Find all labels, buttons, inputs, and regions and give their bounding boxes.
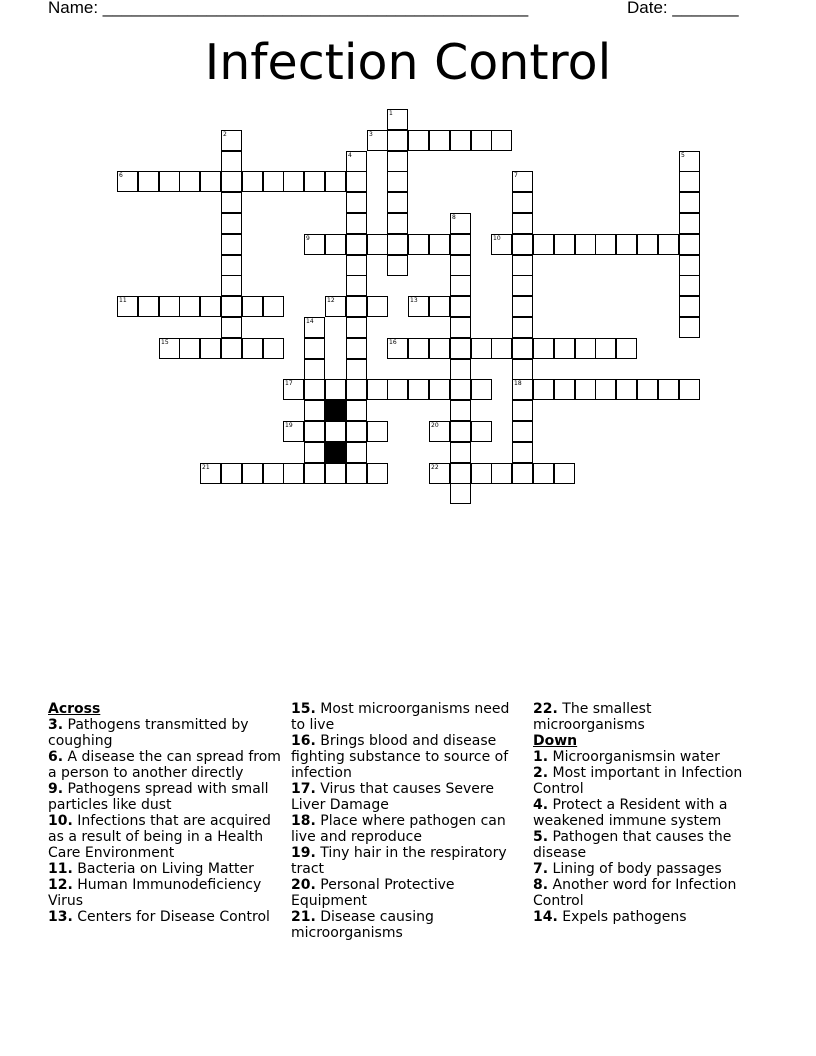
grid-cell[interactable] (283, 171, 304, 192)
grid-cell[interactable] (346, 151, 367, 172)
grid-cell[interactable] (491, 338, 512, 359)
clue-item: 20. Personal Protective Equipment (291, 877, 455, 909)
grid-cell[interactable] (512, 234, 533, 255)
clue-number-label: 1. (533, 749, 549, 765)
grid-cell[interactable] (221, 296, 242, 317)
grid-cell[interactable] (450, 442, 471, 463)
clue-item: 3. Pathogens transmitted by coughing (48, 717, 249, 749)
grid-cell[interactable] (304, 338, 325, 359)
grid-cell[interactable] (159, 296, 180, 317)
grid-cell[interactable] (408, 130, 429, 151)
grid-cell[interactable] (679, 171, 700, 192)
grid-cell[interactable] (221, 255, 242, 276)
name-field[interactable]: Name: _____________________________________________ (48, 0, 529, 17)
grid-cell[interactable] (408, 338, 429, 359)
clue-number-label: 5. (533, 829, 549, 845)
grid-cell[interactable] (304, 171, 325, 192)
clue-number: 19 (285, 422, 293, 429)
grid-cell[interactable] (471, 338, 492, 359)
crossword-grid (0, 0, 816, 520)
grid-cell[interactable] (575, 338, 596, 359)
clue-number: 14 (306, 318, 314, 325)
grid-cell[interactable] (304, 317, 325, 338)
grid-cell[interactable] (367, 421, 388, 442)
grid-cell[interactable] (221, 213, 242, 234)
grid-cell[interactable] (221, 151, 242, 172)
grid-cell[interactable] (304, 463, 325, 484)
grid-cell[interactable] (304, 234, 325, 255)
clue-item: 13. Centers for Disease Control (48, 909, 270, 925)
grid-cell[interactable] (533, 338, 554, 359)
grid-cell[interactable] (200, 171, 221, 192)
clue-number-label: 4. (533, 797, 549, 813)
clue-number-label: 19. (291, 845, 316, 861)
clue-number-label: 6. (48, 749, 64, 765)
grid-cell[interactable] (346, 379, 367, 400)
down-clue-list (533, 749, 763, 925)
clue-number-label: 9. (48, 781, 64, 797)
grid-cell[interactable] (367, 130, 388, 151)
clue-item: 11. Bacteria on Living Matter (48, 861, 254, 877)
grid-cell[interactable] (450, 213, 471, 234)
grid-cell[interactable] (221, 130, 242, 151)
grid-cell[interactable] (450, 234, 471, 255)
grid-cell[interactable] (387, 192, 408, 213)
grid-cell[interactable] (387, 255, 408, 276)
grid-cell[interactable] (346, 255, 367, 276)
clue-item: 19. Tiny hair in the respiratory tract (291, 845, 507, 877)
grid-cell[interactable] (658, 379, 679, 400)
clue-number: 11 (119, 297, 127, 304)
grid-cell[interactable] (263, 296, 284, 317)
grid-cell[interactable] (533, 379, 554, 400)
clue-item: 6. A disease the can spread from a person to another directly (48, 749, 281, 781)
grid-cell[interactable] (450, 483, 471, 504)
down-heading: Down (533, 733, 578, 749)
grid-cell[interactable] (429, 379, 450, 400)
clue-item: 4. Protect a Resident with a weakened immune system (533, 797, 728, 829)
across-heading: Across (48, 701, 101, 717)
grid-cell[interactable] (346, 400, 367, 421)
grid-cell[interactable] (512, 338, 533, 359)
clue-number: 13 (410, 297, 418, 304)
grid-cell[interactable] (159, 171, 180, 192)
grid-cell[interactable] (512, 296, 533, 317)
grid-cell[interactable] (304, 400, 325, 421)
clue-number-label: 20. (291, 877, 316, 893)
grid-cell[interactable] (512, 213, 533, 234)
grid-cell[interactable] (221, 234, 242, 255)
grid-cell[interactable] (200, 296, 221, 317)
grid-cell[interactable] (138, 296, 159, 317)
clue-number: 5 (681, 152, 685, 159)
grid-cell[interactable] (491, 130, 512, 151)
clue-number: 4 (348, 152, 352, 159)
clues-column-2 (291, 701, 519, 941)
grid-cell[interactable] (387, 234, 408, 255)
grid-cell[interactable] (346, 463, 367, 484)
grid-cell[interactable] (387, 171, 408, 192)
grid-cell[interactable] (367, 463, 388, 484)
grid-cell[interactable] (554, 379, 575, 400)
clue-number: 12 (327, 297, 335, 304)
clue-number: 1 (389, 110, 393, 117)
grid-cell[interactable] (575, 234, 596, 255)
grid-cell[interactable] (263, 171, 284, 192)
clue-number: 8 (452, 214, 456, 221)
across-clue-list (48, 717, 284, 925)
grid-cell[interactable] (450, 421, 471, 442)
grid-cell[interactable] (346, 421, 367, 442)
clue-number-label: 18. (291, 813, 316, 829)
grid-cell[interactable] (221, 171, 242, 192)
clue-number: 2 (223, 131, 227, 138)
clue-item: 10. Infections that are acquired as a result of being in a Health Care Environment (48, 813, 271, 861)
clue-number: 7 (514, 172, 518, 179)
grid-cell[interactable] (575, 379, 596, 400)
grid-cell[interactable] (450, 317, 471, 338)
grid-cell[interactable] (346, 442, 367, 463)
blocked-cell (325, 442, 346, 463)
grid-cell[interactable] (512, 255, 533, 276)
clue-number-label: 14. (533, 909, 558, 925)
grid-cell[interactable] (221, 317, 242, 338)
grid-cell[interactable] (242, 171, 263, 192)
grid-cell[interactable] (408, 296, 429, 317)
grid-cell[interactable] (429, 234, 450, 255)
grid-cell[interactable] (304, 359, 325, 380)
clue-number-label: 2. (533, 765, 549, 781)
clue-item: 22. The smallest microorganisms (533, 701, 652, 733)
clue-item: 16. Brings blood and disease fighting substance to source of infection (291, 733, 509, 781)
grid-cell[interactable] (283, 379, 304, 400)
clue-number-label: 7. (533, 861, 549, 877)
grid-cell[interactable] (471, 421, 492, 442)
clue-item: 9. Pathogens spread with small particles like dust (48, 781, 269, 813)
clue-number: 3 (369, 131, 373, 138)
grid-cell[interactable] (138, 171, 159, 192)
clue-number-label: 8. (533, 877, 549, 893)
clue-number: 18 (514, 380, 522, 387)
grid-cell[interactable] (346, 275, 367, 296)
clue-number-label: 17. (291, 781, 316, 797)
grid-cell[interactable] (512, 171, 533, 192)
grid-cell[interactable] (450, 359, 471, 380)
grid-cell[interactable] (471, 130, 492, 151)
clue-number: 9 (306, 235, 310, 242)
grid-cell[interactable] (679, 275, 700, 296)
grid-cell[interactable] (595, 338, 616, 359)
grid-cell[interactable] (179, 296, 200, 317)
grid-cell[interactable] (325, 296, 346, 317)
grid-cell[interactable] (179, 171, 200, 192)
clues-column-3 (533, 701, 763, 925)
page-title: Infection Control (204, 34, 612, 91)
grid-cell[interactable] (512, 275, 533, 296)
clue-number-label: 21. (291, 909, 316, 925)
grid-cell[interactable] (429, 463, 450, 484)
clues-column-1 (48, 701, 284, 925)
grid-cell[interactable] (346, 213, 367, 234)
clue-number-label: 22. (533, 701, 558, 717)
grid-cell[interactable] (450, 400, 471, 421)
grid-cell[interactable] (450, 338, 471, 359)
grid-cell[interactable] (679, 213, 700, 234)
clue-item: 12. Human Immunodeficiency Virus (48, 877, 262, 909)
grid-cell[interactable] (387, 379, 408, 400)
grid-cell[interactable] (658, 234, 679, 255)
grid-cell[interactable] (450, 463, 471, 484)
grid-cell[interactable] (512, 359, 533, 380)
grid-cell[interactable] (387, 109, 408, 130)
grid-cell[interactable] (679, 234, 700, 255)
grid-cell[interactable] (221, 338, 242, 359)
grid-cell[interactable] (512, 421, 533, 442)
grid-cell[interactable] (512, 317, 533, 338)
grid-cell[interactable] (179, 338, 200, 359)
grid-cell[interactable] (221, 463, 242, 484)
grid-cell[interactable] (429, 338, 450, 359)
clue-number: 6 (119, 172, 123, 179)
clue-number: 20 (431, 422, 439, 429)
grid-cell[interactable] (429, 296, 450, 317)
grid-cell[interactable] (346, 296, 367, 317)
clue-number-label: 3. (48, 717, 64, 733)
grid-cell[interactable] (554, 234, 575, 255)
grid-cell[interactable] (221, 275, 242, 296)
clue-item: 1. Microorganismsin water (533, 749, 720, 765)
grid-cell[interactable] (471, 379, 492, 400)
clue-number: 15 (161, 339, 169, 346)
grid-cell[interactable] (200, 463, 221, 484)
grid-cell[interactable] (346, 234, 367, 255)
grid-cell[interactable] (429, 421, 450, 442)
clue-number: 21 (202, 464, 210, 471)
grid-cell[interactable] (346, 317, 367, 338)
grid-cell[interactable] (325, 171, 346, 192)
grid-cell[interactable] (595, 234, 616, 255)
grid-cell[interactable] (595, 379, 616, 400)
grid-cell[interactable] (616, 234, 637, 255)
grid-cell[interactable] (679, 192, 700, 213)
grid-cell[interactable] (637, 234, 658, 255)
blocked-cell (325, 400, 346, 421)
clue-item: 5. Pathogen that causes the disease (533, 829, 732, 861)
clue-item: 17. Virus that causes Severe Liver Damage (291, 781, 494, 813)
across-clue-list-end (533, 701, 763, 733)
grid-cell[interactable] (533, 463, 554, 484)
grid-cell[interactable] (367, 234, 388, 255)
clue-number-label: 12. (48, 877, 73, 893)
grid-cell[interactable] (554, 463, 575, 484)
grid-cell[interactable] (533, 234, 554, 255)
grid-cell[interactable] (387, 213, 408, 234)
grid-cell[interactable] (679, 255, 700, 276)
clue-item: 14. Expels pathogens (533, 909, 687, 925)
grid-cell[interactable] (346, 171, 367, 192)
date-field[interactable]: Date: _______ (627, 0, 739, 17)
grid-cell[interactable] (471, 463, 492, 484)
clue-number-label: 16. (291, 733, 316, 749)
grid-cell[interactable] (346, 338, 367, 359)
grid-cell[interactable] (512, 379, 533, 400)
grid-cell[interactable] (346, 359, 367, 380)
clue-number-label: 11. (48, 861, 73, 877)
grid-cell[interactable] (450, 130, 471, 151)
grid-cell[interactable] (159, 338, 180, 359)
grid-cell[interactable] (387, 151, 408, 172)
clue-item: 18. Place where pathogen can live and reproduce (291, 813, 506, 845)
grid-cell[interactable] (450, 275, 471, 296)
grid-cell[interactable] (263, 463, 284, 484)
grid-cell[interactable] (367, 379, 388, 400)
grid-cell[interactable] (491, 234, 512, 255)
clue-number-label: 10. (48, 813, 73, 829)
clue-item: 7. Lining of body passages (533, 861, 722, 877)
grid-cell[interactable] (450, 255, 471, 276)
grid-cell[interactable] (637, 379, 658, 400)
across-clue-list-continued (291, 701, 519, 941)
grid-cell[interactable] (679, 379, 700, 400)
grid-cell[interactable] (679, 151, 700, 172)
clue-item: 2. Most important in Infection Control (533, 765, 743, 797)
grid-cell[interactable] (200, 338, 221, 359)
clue-number: 22 (431, 464, 439, 471)
grid-cell[interactable] (242, 296, 263, 317)
clue-number: 17 (285, 380, 293, 387)
grid-cell[interactable] (616, 338, 637, 359)
grid-cell[interactable] (408, 234, 429, 255)
clue-item: 8. Another word for Infection Control (533, 877, 737, 909)
grid-cell[interactable] (679, 296, 700, 317)
grid-cell[interactable] (450, 296, 471, 317)
grid-cell[interactable] (616, 379, 637, 400)
grid-cell[interactable] (304, 421, 325, 442)
grid-cell[interactable] (512, 400, 533, 421)
grid-cell[interactable] (304, 442, 325, 463)
clue-number-label: 13. (48, 909, 73, 925)
clue-number: 10 (493, 235, 501, 242)
grid-cell[interactable] (367, 296, 388, 317)
grid-cell[interactable] (242, 463, 263, 484)
grid-cell[interactable] (429, 130, 450, 151)
grid-cell[interactable] (679, 317, 700, 338)
grid-cell[interactable] (117, 296, 138, 317)
clue-number: 16 (389, 339, 397, 346)
grid-cell[interactable] (283, 421, 304, 442)
grid-cell[interactable] (387, 130, 408, 151)
grid-cell[interactable] (283, 463, 304, 484)
grid-cell[interactable] (325, 234, 346, 255)
clue-item: 21. Disease causing microorganisms (291, 909, 434, 941)
grid-cell[interactable] (117, 171, 138, 192)
grid-cell[interactable] (491, 463, 512, 484)
grid-cell[interactable] (263, 338, 284, 359)
grid-cell[interactable] (325, 421, 346, 442)
clue-item: 15. Most microorganisms need to live (291, 701, 510, 733)
grid-cell[interactable] (512, 463, 533, 484)
grid-cell[interactable] (325, 379, 346, 400)
grid-cell[interactable] (408, 379, 429, 400)
grid-cell[interactable] (512, 442, 533, 463)
grid-cell[interactable] (450, 379, 471, 400)
grid-cell[interactable] (304, 379, 325, 400)
grid-cell[interactable] (554, 338, 575, 359)
grid-cell[interactable] (242, 338, 263, 359)
grid-cell[interactable] (387, 338, 408, 359)
grid-cell[interactable] (325, 463, 346, 484)
grid-cell[interactable] (221, 192, 242, 213)
grid-cell[interactable] (346, 192, 367, 213)
grid-cell[interactable] (512, 192, 533, 213)
clue-number-label: 15. (291, 701, 316, 717)
